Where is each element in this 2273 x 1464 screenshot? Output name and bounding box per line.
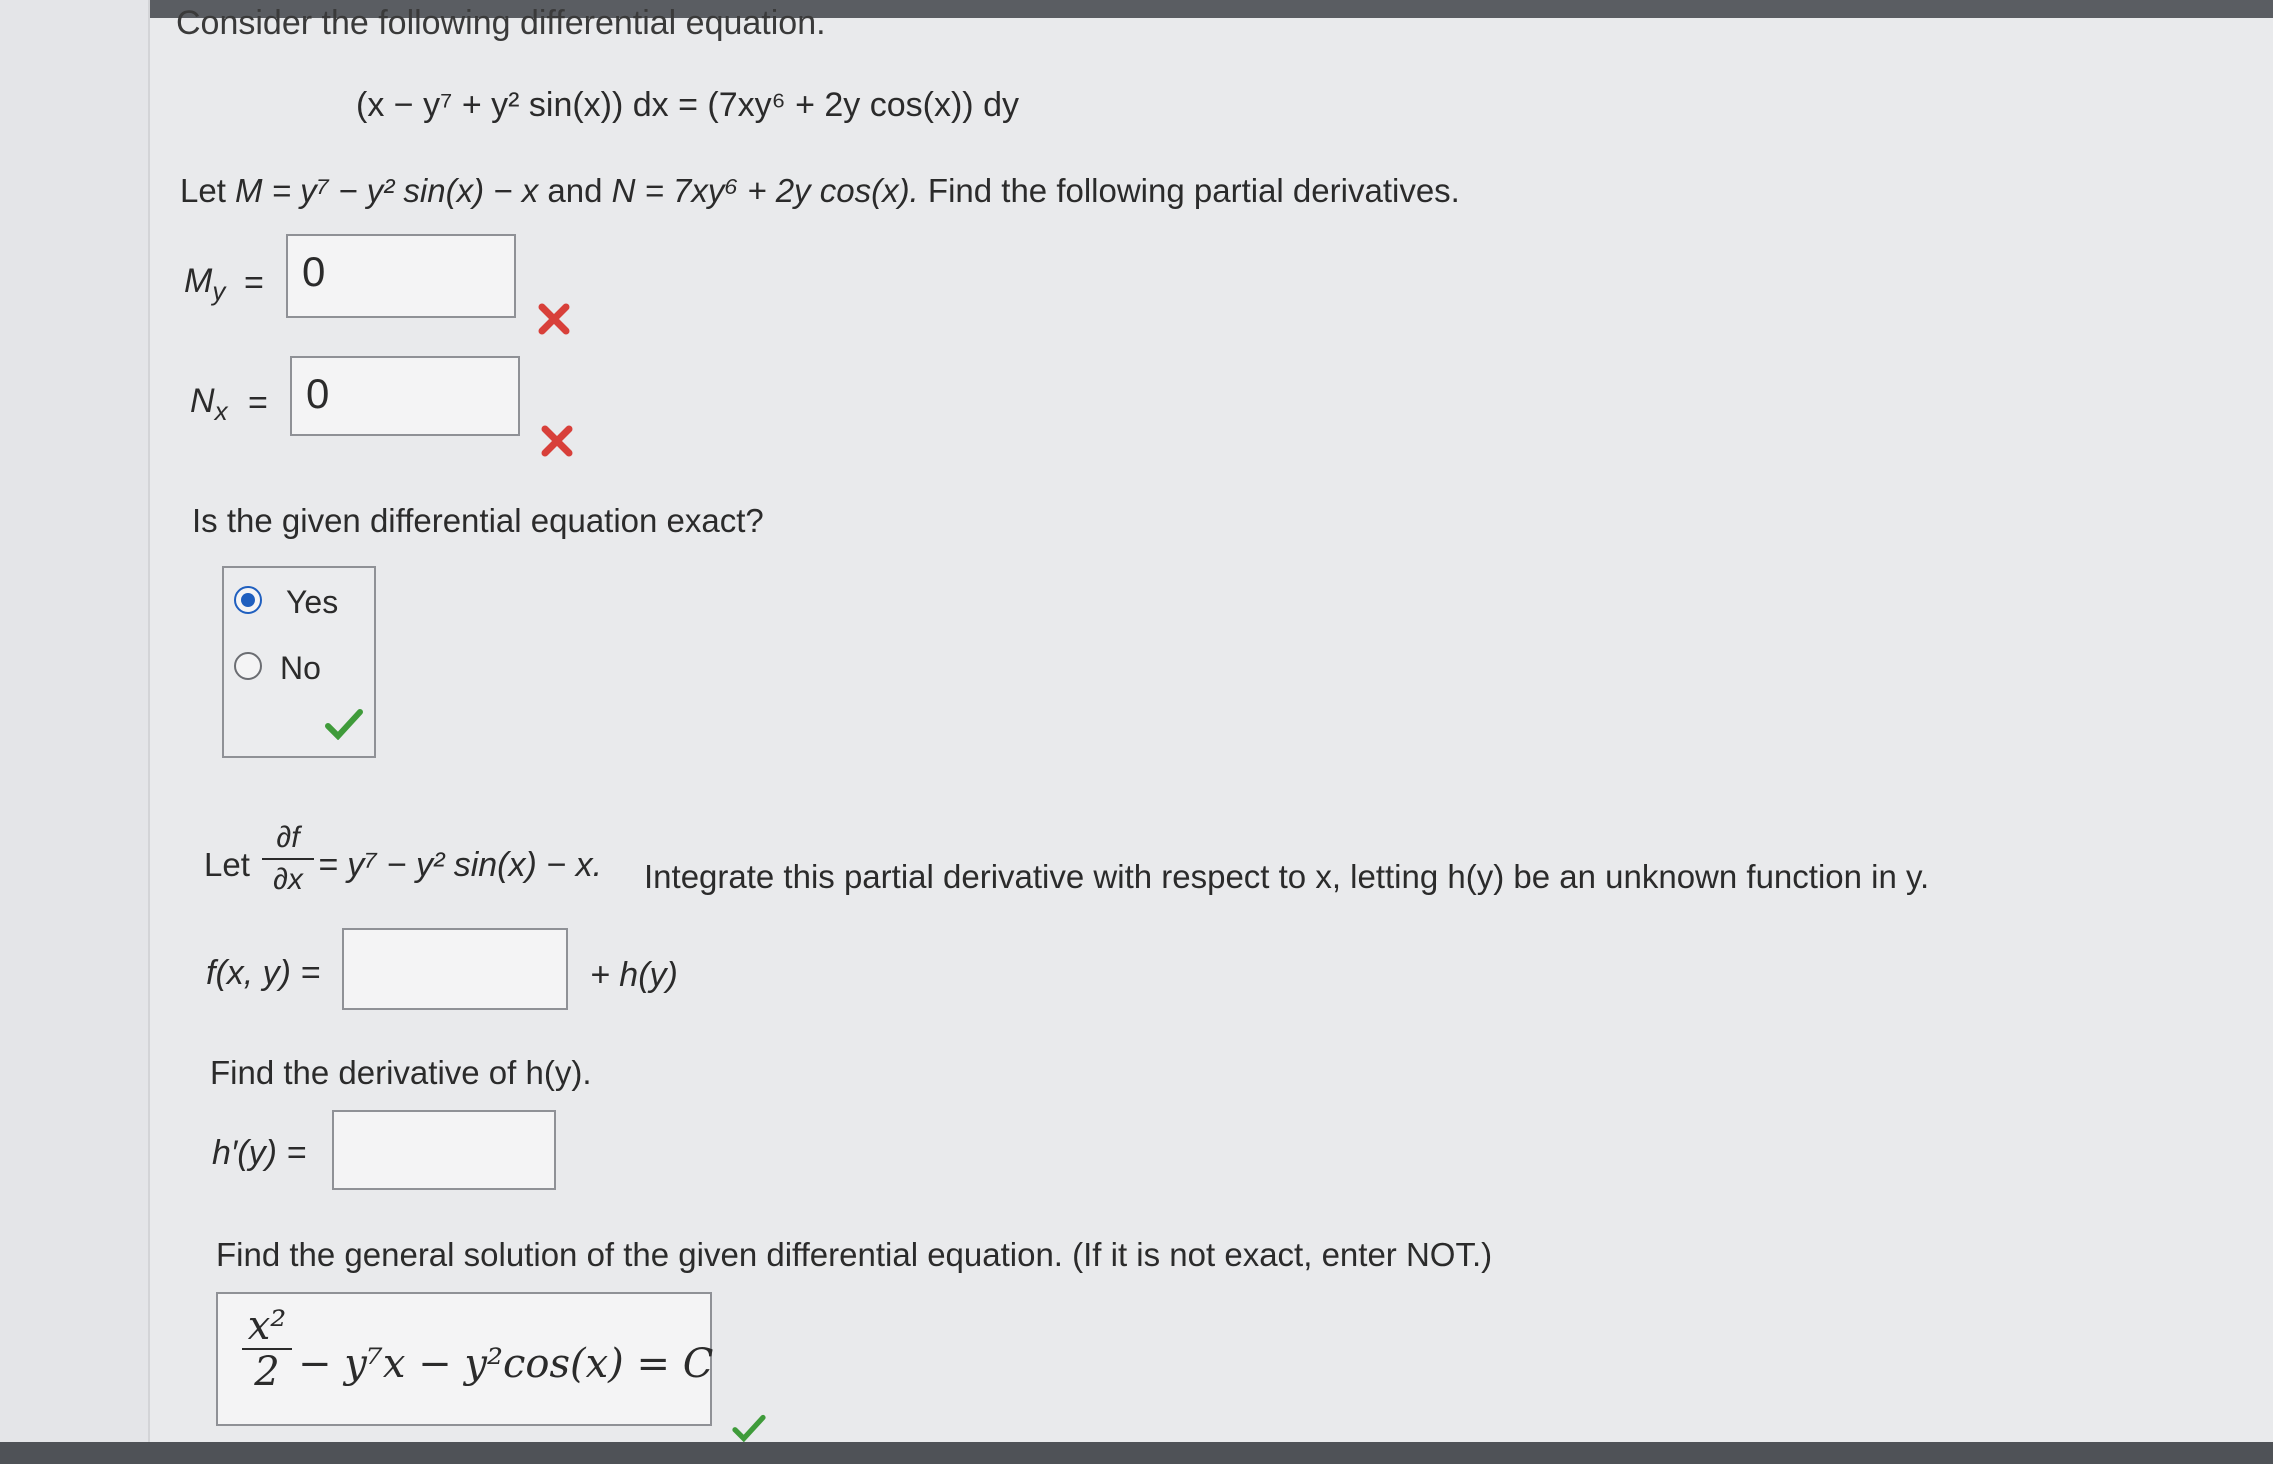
general-solution-prompt: Find the general solution of the given differential equation. (If it is not exact, enter NOT.) [216,1236,1493,1273]
fraction-bar [262,858,314,860]
partial-fraction [262,820,314,898]
m-definition: M = y⁷ − y² sin(x) − x [235,172,539,209]
h-prime-input[interactable] [332,1110,556,1190]
radio-no[interactable] [234,652,262,680]
partial-derivatives-prompt [180,172,1460,210]
nx-subscript: x [214,395,228,426]
intro-text: Consider the following differential equation. [176,4,826,42]
left-margin [0,0,150,1464]
my-equals: = [244,264,264,302]
my-input[interactable]: 0 [286,234,516,318]
derivative-h-prompt: Find the derivative of h(y). [210,1054,592,1091]
exact-radio-group [222,566,376,758]
prompt-and: and [547,172,603,209]
bottom-bar [0,1442,2273,1464]
check-mark-icon [730,1414,768,1442]
fraction-numerator: ∂f [276,821,300,854]
differential-equation: (x − y⁷ + y² sin(x)) dx = (7xy⁶ + 2y cos(x)) dy [356,86,1019,124]
my-letter: M [184,262,213,300]
f-input[interactable] [342,928,568,1010]
solution-rest: − y⁷x − y²cos(x) = C [298,1341,714,1387]
nx-label [190,382,228,427]
plus-h: + h(y) [590,956,678,994]
radio-yes[interactable] [234,586,262,614]
x-mark-icon [540,424,574,458]
h-prime-label: h′(y) = [212,1134,307,1172]
solution-fraction [242,1304,292,1394]
prompt-suffix: Find the following partial derivatives. [927,172,1460,209]
nx-letter: N [190,382,215,420]
my-label [184,262,225,307]
solution-numerator: x² [247,1303,287,1349]
prompt-let: Let [180,172,226,209]
f-label: f(x, y) = [206,954,321,992]
my-subscript: y [212,275,226,306]
integrate-instruction: Integrate this partial derivative with respect to x, letting h(y) be an unknown function in y. [644,858,1930,895]
partial-rhs: = y⁷ − y² sin(x) − x. [318,846,603,884]
nx-equals: = [248,384,268,422]
x-mark-icon [537,302,571,336]
general-solution-input[interactable] [216,1292,712,1426]
check-mark-icon [324,708,364,740]
let-word: Let [204,846,250,883]
radio-yes-label[interactable]: Yes [286,584,339,620]
solution-denominator: 2 [254,1349,280,1395]
nx-input[interactable]: 0 [290,356,520,436]
fraction-denominator: ∂x [273,863,303,896]
exact-question: Is the given differential equation exact? [192,502,764,539]
n-definition: N = 7xy⁶ + 2y cos(x). [611,172,919,209]
radio-no-label[interactable]: No [280,650,321,686]
